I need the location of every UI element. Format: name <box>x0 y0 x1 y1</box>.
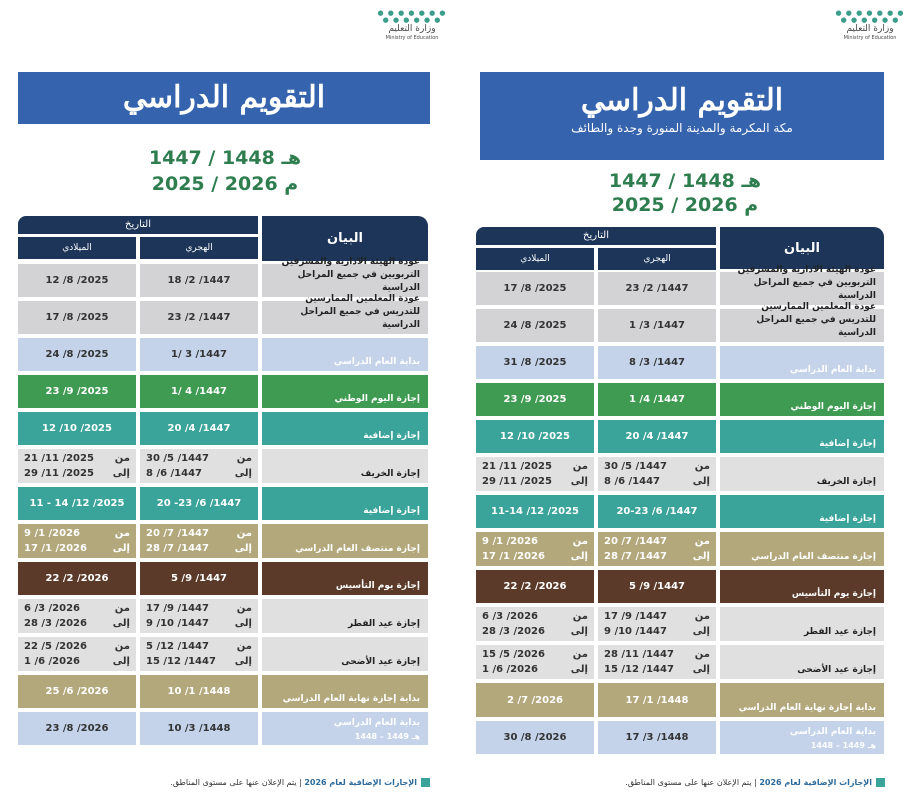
to-label: إلى <box>692 664 710 675</box>
footnote-rest: | يتم الإعلان عنها على مستوى المناطق. <box>170 778 302 787</box>
table-row <box>476 683 884 717</box>
header-date: التاريخ <box>476 227 716 245</box>
description-text: عودة المعلمين الممارسين للتدريس في جميع المراحل الدراسية <box>300 294 420 330</box>
hijri-cell: 5 /9 /1447 <box>140 562 258 595</box>
range-start: 5 /12 /1447 <box>146 641 209 652</box>
gregorian-range-cell <box>476 607 594 641</box>
range-end: 29 /11 /2025 <box>24 468 94 479</box>
from-label: من <box>236 528 252 539</box>
description-sub: 1448 – 1449 هـ <box>354 732 420 741</box>
range-end: 28 /7 /1447 <box>604 551 667 562</box>
to-label: إلى <box>570 626 588 637</box>
description-text: بداية العام الدراسي <box>333 718 420 728</box>
from-label: من <box>572 536 588 547</box>
hijri-range-cell <box>140 599 258 633</box>
description-cell <box>262 599 428 633</box>
range-end: 28 /7 /1447 <box>146 543 209 554</box>
range-end: 29 /11 /2025 <box>482 476 552 487</box>
gregorian-range-cell <box>476 645 594 679</box>
description-text: بداية العام الدراسي <box>789 365 876 375</box>
range-end: 8 /6 /1447 <box>604 476 661 487</box>
range-start: 30 /5 /1447 <box>604 461 667 472</box>
table-row <box>18 675 428 708</box>
to-label: إلى <box>570 476 588 487</box>
description-cell <box>262 637 428 671</box>
gregorian-cell: 11-14 /12 /2025 <box>476 495 594 528</box>
range-end: 8 /6 /1447 <box>146 468 203 479</box>
table-row <box>476 532 884 566</box>
left-calendar <box>0 0 450 800</box>
hijri-cell: 10 /3 /1448 <box>140 712 258 745</box>
table-row <box>476 457 884 491</box>
hijri-year: 1447 / 1448 هـ <box>148 147 302 169</box>
range-start: 17 /9 /1447 <box>146 603 209 614</box>
to-label: إلى <box>112 618 130 629</box>
page-title: التقويم الدراسي <box>580 83 784 118</box>
from-label: من <box>236 453 252 464</box>
description-text: عودة الهيئة الادارية والمشرفين التربويين في جميع المراحل الدراسية <box>281 257 420 293</box>
logo-dots-icon: ● ● ● ● ● ● ● ● ● ● ● ● ● <box>377 9 447 24</box>
hijri-cell: 1 /3 /1447 <box>598 309 716 342</box>
to-label: إلى <box>692 476 710 487</box>
gregorian-cell: 12 /10 /2025 <box>18 412 136 445</box>
range-end: 15 /12 /1447 <box>604 664 674 675</box>
ministry-logo <box>377 10 447 54</box>
gregorian-cell: 22 /2 /2026 <box>18 562 136 595</box>
hijri-cell: 20-23 /6 /1447 <box>598 495 716 528</box>
from-label: من <box>114 603 130 614</box>
hijri-cell: 18 /2 /1447 <box>140 264 258 297</box>
from-label: من <box>114 528 130 539</box>
description-text: إجازة يوم التأسيس <box>791 589 876 599</box>
table-row <box>18 412 428 445</box>
range-end: 17 /1 /2026 <box>24 543 87 554</box>
range-start: 6 /3 /2026 <box>482 611 539 622</box>
range-start: 20 /7 /1447 <box>146 528 209 539</box>
description-cell <box>720 532 884 566</box>
to-label: إلى <box>112 656 130 667</box>
from-label: من <box>694 461 710 472</box>
description-cell <box>262 338 428 371</box>
range-start: 30 /5 /1447 <box>146 453 209 464</box>
to-label: إلى <box>570 551 588 562</box>
description-cell <box>720 495 884 528</box>
table-row <box>476 383 884 416</box>
table-row <box>476 346 884 379</box>
description-text: إجازة اليوم الوطني <box>790 402 876 412</box>
table-row <box>18 487 428 520</box>
table-row <box>18 375 428 408</box>
gregorian-range-cell <box>18 599 136 633</box>
description-text: عودة الهيئة الادارية والمشرفين التربويين في جميع المراحل الدراسية <box>737 265 876 301</box>
table-header <box>18 216 428 261</box>
gregorian-cell: 23 /9 /2025 <box>18 375 136 408</box>
range-end: 9 /10 /1447 <box>146 618 209 629</box>
gregorian-cell: 12 /10 /2025 <box>476 420 594 453</box>
table-row <box>18 712 428 745</box>
gregorian-range-cell <box>18 637 136 671</box>
description-cell <box>262 562 428 595</box>
gregorian-cell: 24 /8 /2025 <box>476 309 594 342</box>
table-row <box>476 302 884 342</box>
hijri-cell: 10 /1 /1448 <box>140 675 258 708</box>
description-cell <box>720 645 884 679</box>
logo-english: Ministry of Education <box>843 35 897 41</box>
footnote-bold: الإجازات الإضافية لعام 2026 <box>304 778 417 787</box>
header-gregorian: الميلادي <box>18 237 136 259</box>
description-cell <box>720 346 884 379</box>
footnote-rest: | يتم الإعلان عنها على مستوى المناطق. <box>625 778 757 787</box>
description-text: إجازة منتصف العام الدراسي <box>751 552 876 562</box>
gregorian-cell: 11 - 14 /12 /2025 <box>18 487 136 520</box>
description-text: إجازة الخريف <box>816 477 876 487</box>
description-cell <box>262 675 428 708</box>
range-start: 15 /5 /2026 <box>482 649 545 660</box>
range-start: 17 /9 /1447 <box>604 611 667 622</box>
range-end: 28 /3 /2026 <box>482 626 545 637</box>
description-text: إجازة عيد الفطر <box>347 619 420 629</box>
table-row <box>18 338 428 371</box>
description-cell <box>262 487 428 520</box>
logo-arabic: وزارة التعليم <box>388 24 436 34</box>
header-desc: البيان <box>262 216 428 261</box>
gregorian-range-cell <box>476 532 594 566</box>
hijri-cell: 1 /4 /1447 <box>598 383 716 416</box>
hijri-range-cell <box>598 607 716 641</box>
gregorian-cell: 23 /9 /2025 <box>476 383 594 416</box>
range-start: 9 /1 /2026 <box>24 528 81 539</box>
table-row <box>476 570 884 603</box>
gregorian-cell: 31 /8 /2025 <box>476 346 594 379</box>
description-text: بداية العام الدراسي <box>333 357 420 367</box>
from-label: من <box>114 641 130 652</box>
header-date: التاريخ <box>18 216 258 234</box>
description-text: إجازة منتصف العام الدراسي <box>295 544 420 554</box>
footnote-bold: الإجازات الإضافية لعام 2026 <box>759 778 872 787</box>
range-start: 21 /11 /2025 <box>24 453 94 464</box>
right-calendar <box>455 0 905 800</box>
to-label: إلى <box>570 664 588 675</box>
gregorian-cell: 30 /8 /2026 <box>476 721 594 754</box>
description-text: إجازة يوم التأسيس <box>335 581 420 591</box>
range-start: 6 /3 /2026 <box>24 603 81 614</box>
description-sub: 1448 – 1449 هـ <box>810 741 876 750</box>
title-banner <box>18 72 430 124</box>
description-cell <box>720 607 884 641</box>
header-desc: البيان <box>720 227 884 269</box>
range-end: 28 /3 /2026 <box>24 618 87 629</box>
range-start: 21 /11 /2025 <box>482 461 552 472</box>
header-gregorian: الميلادي <box>476 248 594 270</box>
gregorian-cell: 22 /2 /2026 <box>476 570 594 603</box>
description-text: بداية إجازة نهاية العام الدراسي <box>282 694 420 704</box>
table-row <box>476 607 884 641</box>
range-start: 9 /1 /2026 <box>482 536 539 547</box>
range-end: 17 /1 /2026 <box>482 551 545 562</box>
description-cell <box>720 721 884 754</box>
table-row <box>18 449 428 483</box>
to-label: إلى <box>234 468 252 479</box>
gregorian-cell: 24 /8 /2025 <box>18 338 136 371</box>
hijri-cell: 20 -23 /6 /1447 <box>140 487 258 520</box>
table-row <box>18 524 428 558</box>
logo-english: Ministry of Education <box>385 35 439 41</box>
range-start: 20 /7 /1447 <box>604 536 667 547</box>
calendar-rows <box>18 257 428 745</box>
description-text: إجازة عيد الفطر <box>803 627 876 637</box>
hijri-range-cell <box>598 645 716 679</box>
logo-arabic: وزارة التعليم <box>846 24 894 34</box>
page-subtitle: مكة المكرمة والمدينة المنورة وجدة والطائف <box>571 121 793 135</box>
description-cell <box>720 383 884 416</box>
description-cell <box>720 302 884 342</box>
description-text: إجازة إضافية <box>363 506 420 516</box>
to-label: إلى <box>692 551 710 562</box>
gregorian-range-cell <box>476 457 594 491</box>
description-cell <box>720 570 884 603</box>
hijri-cell: 8 /3 /1447 <box>598 346 716 379</box>
gregorian-cell: 25 /6 /2026 <box>18 675 136 708</box>
hijri-cell: 1/ 4 /1447 <box>140 375 258 408</box>
description-text: إجازة اليوم الوطني <box>334 394 420 404</box>
description-text: إجازة إضافية <box>363 431 420 441</box>
from-label: من <box>694 611 710 622</box>
table-row <box>476 420 884 453</box>
description-text: إجازة إضافية <box>819 439 876 449</box>
gregorian-cell: 17 /8 /2025 <box>476 272 594 305</box>
legend-square-icon <box>876 778 885 787</box>
range-end: 1 /6 /2026 <box>482 664 539 675</box>
gregorian-year: 2025 / 2026 م <box>611 194 759 216</box>
range-end: 1 /6 /2026 <box>24 656 81 667</box>
header-hijri: الهجري <box>140 237 258 259</box>
hijri-cell: 20 /4 /1447 <box>140 412 258 445</box>
gregorian-range-cell <box>18 524 136 558</box>
description-cell <box>720 457 884 491</box>
gregorian-cell: 12 /8 /2025 <box>18 264 136 297</box>
from-label: من <box>236 603 252 614</box>
table-row <box>18 562 428 595</box>
page-title: التقويم الدراسي <box>122 80 326 115</box>
to-label: إلى <box>112 543 130 554</box>
from-label: من <box>572 649 588 660</box>
table-header <box>476 227 884 269</box>
from-label: من <box>572 461 588 472</box>
description-text: إجازة عيد الأضحى <box>797 665 876 675</box>
description-cell <box>262 412 428 445</box>
table-row <box>476 645 884 679</box>
hijri-range-cell <box>140 524 258 558</box>
gregorian-cell: 2 /7 /2026 <box>476 683 594 717</box>
to-label: إلى <box>692 626 710 637</box>
range-end: 9 /10 /1447 <box>604 626 667 637</box>
hijri-cell: 5 /9 /1447 <box>598 570 716 603</box>
description-cell <box>720 683 884 717</box>
description-cell <box>262 524 428 558</box>
hijri-cell: 1/ 3 /1447 <box>140 338 258 371</box>
from-label: من <box>694 536 710 547</box>
to-label: إلى <box>234 543 252 554</box>
table-row <box>476 495 884 528</box>
footnote <box>100 778 430 787</box>
footnote <box>555 778 885 787</box>
gregorian-cell: 23 /8 /2026 <box>18 712 136 745</box>
description-text: بداية العام الدراسي <box>789 727 876 737</box>
to-label: إلى <box>234 618 252 629</box>
hijri-cell: 17 /1 /1448 <box>598 683 716 717</box>
to-label: إلى <box>234 656 252 667</box>
calendar-rows <box>476 265 884 754</box>
range-start: 28 /11 /1447 <box>604 649 674 660</box>
description-cell <box>262 712 428 745</box>
from-label: من <box>572 611 588 622</box>
table-row <box>476 721 884 754</box>
hijri-range-cell <box>140 637 258 671</box>
logo-dots-icon: ● ● ● ● ● ● ● ● ● ● ● ● ● <box>835 9 905 24</box>
description-text: إجازة الخريف <box>360 469 420 479</box>
table-row <box>18 294 428 334</box>
table-row <box>18 637 428 671</box>
hijri-cell: 20 /4 /1447 <box>598 420 716 453</box>
hijri-range-cell <box>140 449 258 483</box>
to-label: إلى <box>112 468 130 479</box>
description-cell <box>262 449 428 483</box>
description-cell <box>262 375 428 408</box>
description-cell <box>720 420 884 453</box>
from-label: من <box>114 453 130 464</box>
hijri-cell: 23 /2 /1447 <box>140 301 258 334</box>
ministry-logo-right <box>835 10 905 54</box>
legend-square-icon <box>421 778 430 787</box>
gregorian-range-cell <box>18 449 136 483</box>
hijri-range-cell <box>598 457 716 491</box>
description-cell <box>262 294 428 334</box>
hijri-year: 1447 / 1448 هـ <box>608 170 762 192</box>
gregorian-cell: 17 /8 /2025 <box>18 301 136 334</box>
table-row <box>18 599 428 633</box>
description-text: عودة المعلمين الممارسين للتدريس في جميع المراحل الدراسية <box>756 302 876 338</box>
gregorian-year: 2025 / 2026 م <box>151 173 299 195</box>
description-text: إجازة عيد الأضحى <box>341 657 420 667</box>
from-label: من <box>236 641 252 652</box>
header-hijri: الهجري <box>598 248 716 270</box>
range-end: 15 /12 /1447 <box>146 656 216 667</box>
title-banner <box>480 72 884 160</box>
from-label: من <box>694 649 710 660</box>
description-text: بداية إجازة نهاية العام الدراسي <box>738 703 876 713</box>
hijri-cell: 17 /3 /1448 <box>598 721 716 754</box>
description-text: إجازة إضافية <box>819 514 876 524</box>
range-start: 22 /5 /2026 <box>24 641 87 652</box>
hijri-cell: 23 /2 /1447 <box>598 272 716 305</box>
hijri-range-cell <box>598 532 716 566</box>
